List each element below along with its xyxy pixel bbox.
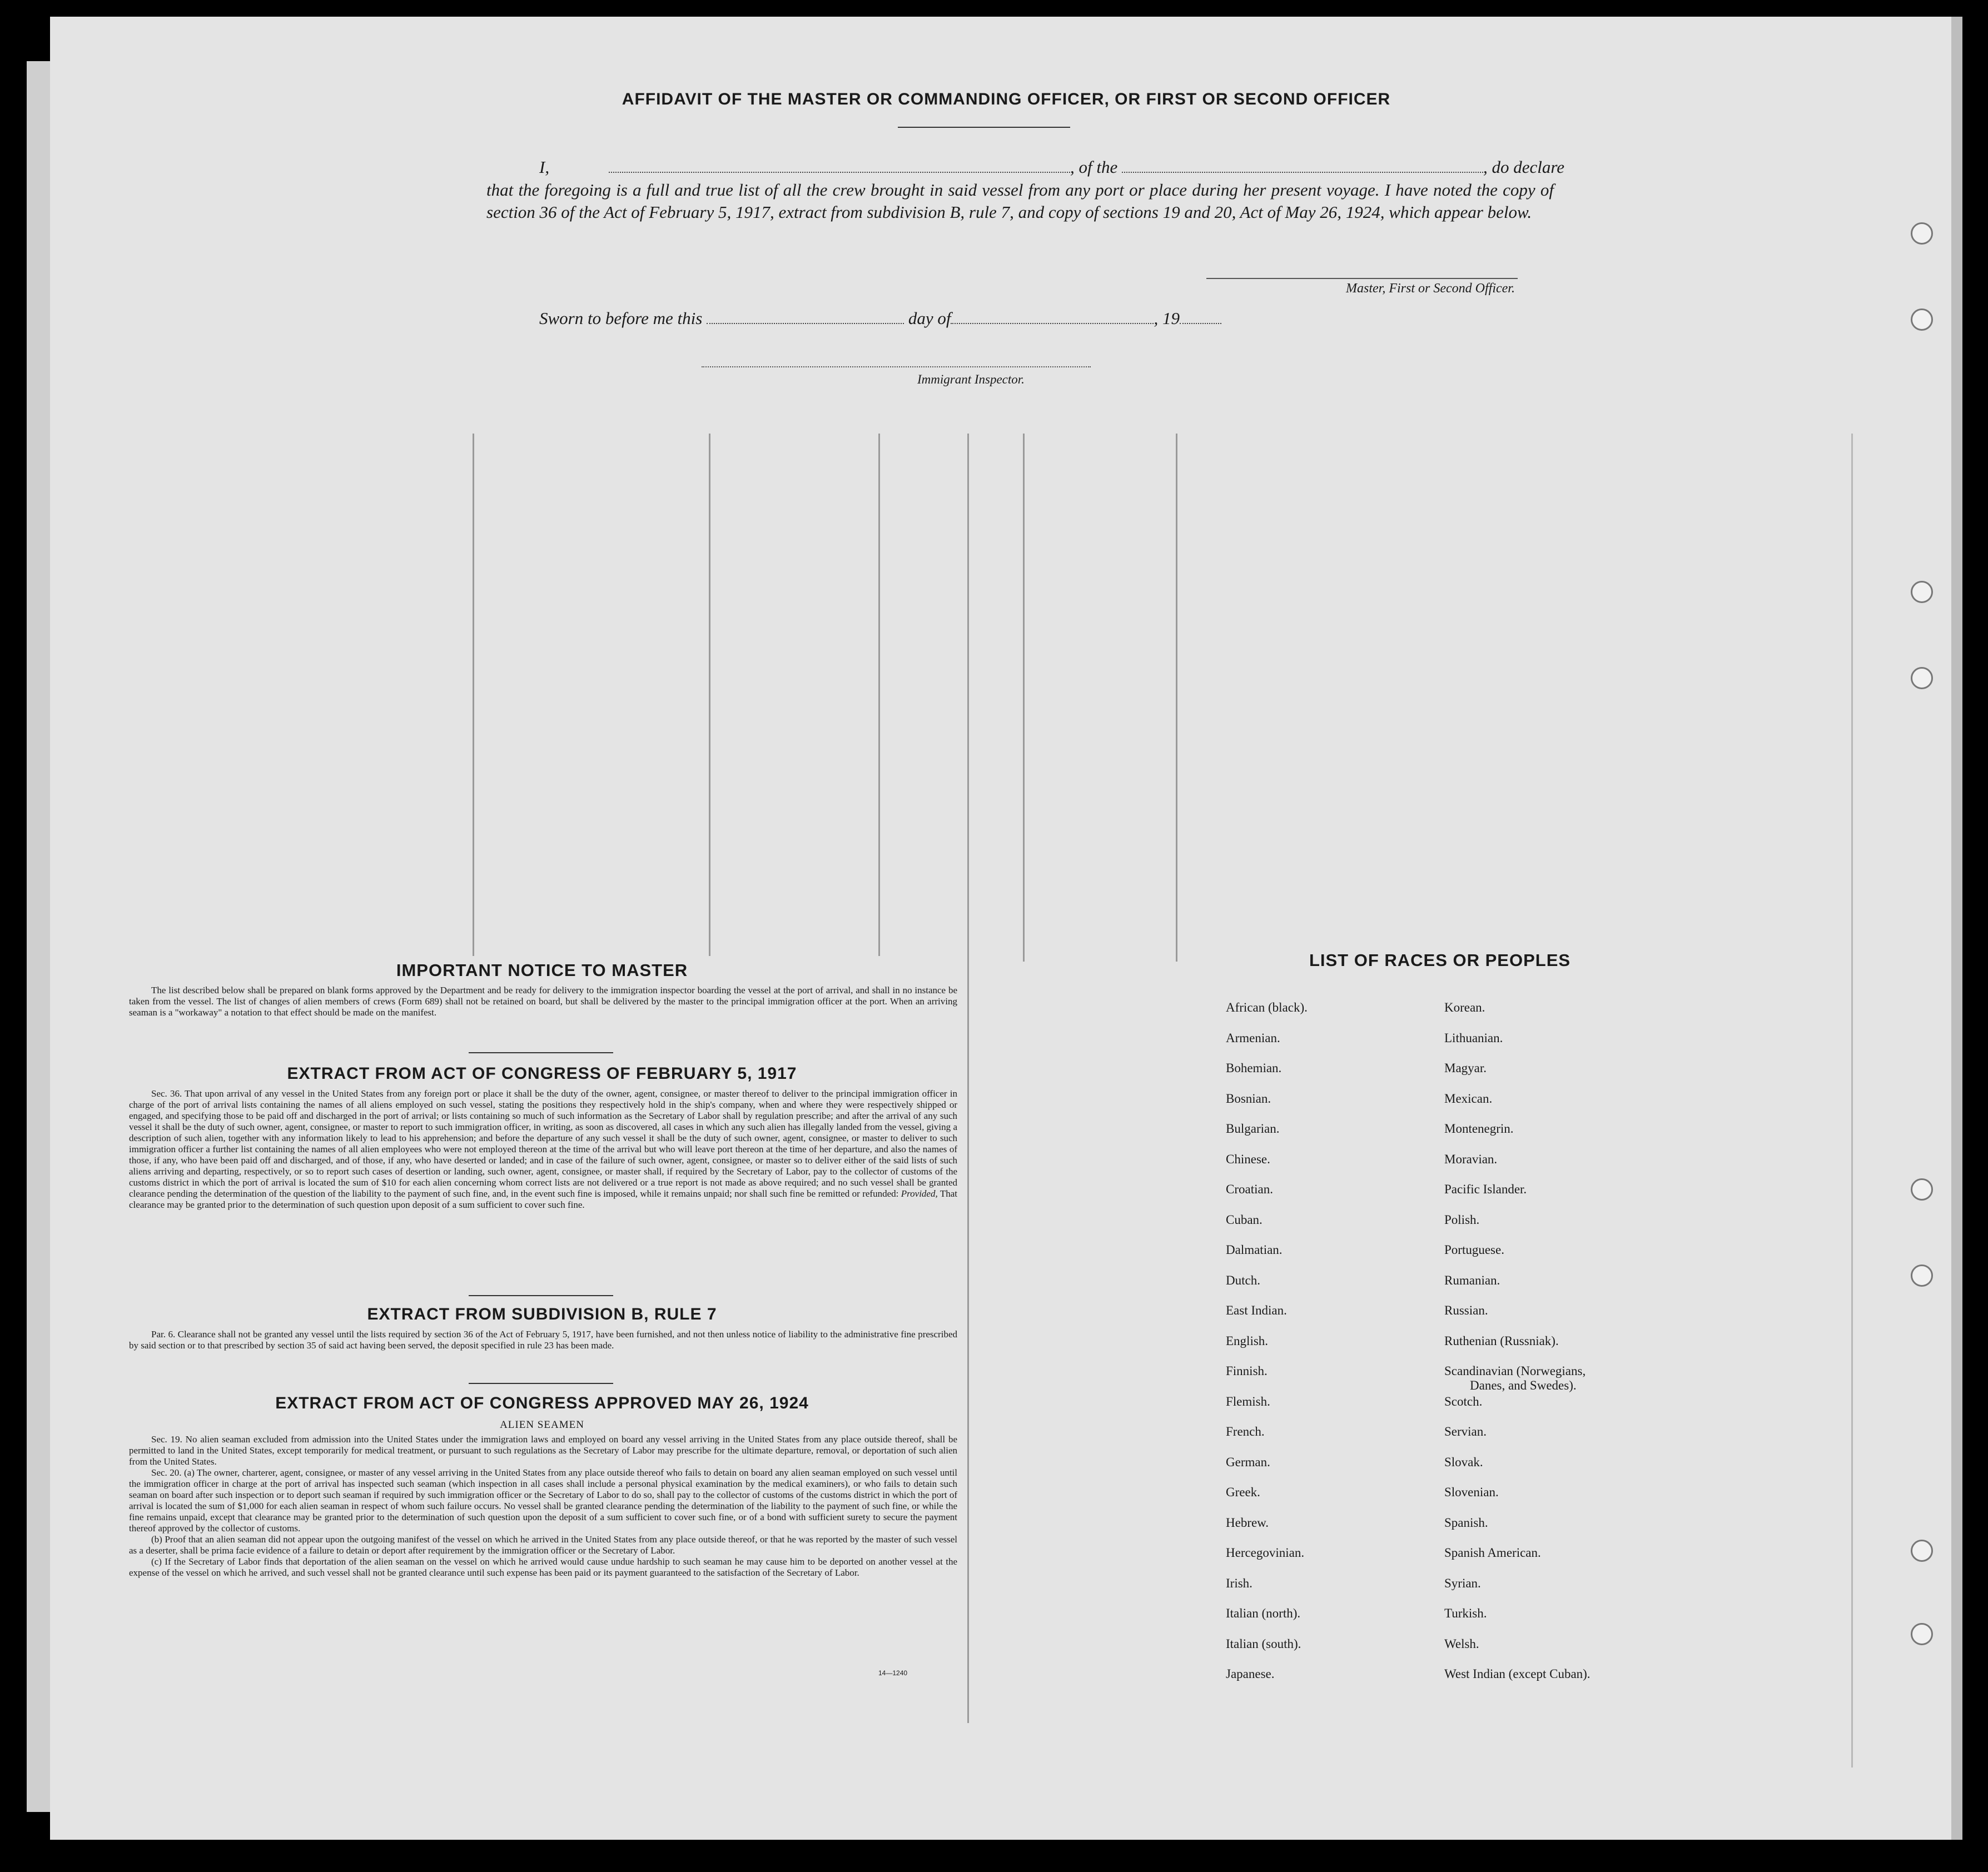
race-item: Dalmatian.	[1226, 1243, 1283, 1257]
race-item: Finnish.	[1226, 1364, 1268, 1378]
race-item: Armenian.	[1226, 1030, 1280, 1045]
extract-1924-title: EXTRACT FROM ACT OF CONGRESS APPROVED MAY 26, 1924	[275, 1394, 809, 1412]
race-item: Lithuanian.	[1444, 1030, 1503, 1045]
race-item: Servian.	[1444, 1425, 1487, 1438]
races-right-column	[1444, 1000, 1678, 1706]
sworn-month-field[interactable]	[951, 322, 1154, 324]
punch-hole	[1911, 1178, 1933, 1201]
bleed-through-line	[709, 434, 710, 956]
bleed-through-line	[1851, 434, 1853, 1768]
race-item: Bohemian.	[1226, 1061, 1282, 1075]
race-item: Bosnian.	[1226, 1091, 1271, 1106]
race-item: Chinese.	[1226, 1152, 1270, 1166]
subdivision-b-title: EXTRACT FROM SUBDIVISION B, RULE 7	[367, 1305, 717, 1323]
race-item: Turkish.	[1444, 1606, 1487, 1620]
punch-hole	[1911, 1540, 1933, 1562]
section-rule	[469, 1383, 613, 1384]
extract-1917-title: EXTRACT FROM ACT OF CONGRESS OF FEBRUARY 5, 1917	[287, 1064, 797, 1083]
race-item: Japanese.	[1226, 1667, 1275, 1681]
punch-hole	[1911, 1623, 1933, 1645]
race-item: Scotch.	[1444, 1394, 1483, 1408]
signature-label: Master, First or Second Officer.	[1346, 281, 1515, 296]
punch-hole	[1911, 667, 1933, 689]
subdivision-b-paragraph: Par. 6. Clearance shall not be granted any vessel until the lists required by section 36 of the Act of February 5, 1917, have been furnished, and not then unless notice of liability to the administrative fine prescribed by said section or to that prescribed by section 35 of said act having been served, the deposit specified in rule 23 has been made.	[129, 1329, 957, 1351]
race-item: Slovak.	[1444, 1455, 1483, 1469]
notice-title: IMPORTANT NOTICE TO MASTER	[396, 960, 688, 980]
race-item: Korean.	[1444, 1000, 1485, 1014]
proviso-text: That clearance may be granted prior to the determination of such question upon deposit of a sum sufficient to cover such fine.	[129, 1188, 958, 1210]
sworn-prefix: Sworn to before me this	[539, 308, 703, 328]
race-item: Croatian.	[1226, 1182, 1273, 1196]
section-19-paragraph: Sec. 19. No alien seaman excluded from admission into the United States under the immigration laws and employed on board any vessel arriving in the United States from any place outside thereof, shall be permitted to land in the United States, except temporarily for medical treatment, or pursuant to such regulations as the Secretary of Labor may prescribe for the ultimate departure, removal, or deportation of such alien from the United States.	[129, 1434, 957, 1467]
title-rule	[898, 127, 1070, 128]
bleed-through-line	[967, 434, 969, 1723]
affidavit-line1	[486, 157, 1565, 177]
section-36-text: That upon arrival of any vessel in the United States from any foreign port or place it shall be the duty of the owner, agent, consignee, or master thereof to deliver to the principal immigration officer in charge of the port of arrival lists containing the names of all aliens employed on such vessel, stating the positions they respectively hold in the ship's company, when and where they were respectively shipped or engaged, and specifying those to be paid off and discharged in the port of arrival; or lists containing so much of such information as the Secretary of Labor shall by regulation prescribe; and after the arrival of any such vessel it shall be the duty of such owner, agent, consignee, or master to report to such immigration officer, in writing, as soon as discovered, all cases in which any such alien has illegally landed from the vessel, giving a description of such alien, together with any information likely to lead to his apprehension; and before the departure of any such vessel it shall be the duty of such owner, agent, consignee, or master to deliver to such immigration officer a further list containing the names of all alien employees who were not employed thereon at the time of the arrival but who will leave port thereon at the time of her departure, and also the names of those, if any, who have been paid off and discharged, and of those, if any, who have deserted or landed; and in case of the failure of such owner, agent, consignee, or master so to deliver either of the said lists of such aliens arriving and departing, respectively, or so to report such cases of desertion or landing, such owner, agent, consignee, or master shall, if required by the Secretary of Labor, pay to the collector of customs of the customs district in which the port of arrival is located the sum of $10 for each alien concerning whom correct lists are not delivered or a true report is not made as above required; and no such vessel shall be granted clearance pending the determination of the question of the liability to the payment of such fine, and, in the event such fine is imposed, while it remains unpaid; nor shall such fine be remitted or refunded:	[129, 1088, 957, 1199]
extract-1917-text	[129, 1088, 957, 1211]
race-item: German.	[1226, 1455, 1270, 1469]
race-item: Mexican.	[1444, 1091, 1493, 1106]
proviso-word: Provided,	[901, 1188, 938, 1199]
race-item: Polish.	[1444, 1212, 1480, 1227]
section-36-label: Sec. 36.	[151, 1088, 182, 1099]
alien-seamen-subtitle: ALIEN SEAMEN	[500, 1419, 584, 1431]
signature-line	[1206, 278, 1518, 279]
subdivision-b-text	[129, 1329, 957, 1351]
race-item: Flemish.	[1226, 1394, 1270, 1408]
race-item: Greek.	[1226, 1485, 1260, 1499]
punch-hole	[1911, 1264, 1933, 1287]
race-item: Rumanian.	[1444, 1273, 1500, 1287]
bleed-through-line	[1176, 434, 1177, 962]
punch-hole	[1911, 581, 1933, 603]
race-item: Bulgarian.	[1226, 1122, 1280, 1136]
bleed-through-line	[878, 434, 880, 956]
section-rule	[469, 1295, 613, 1296]
page-right-edge	[1951, 17, 1962, 1840]
section-20a-paragraph: Sec. 20. (a) The owner, charterer, agent, consignee, or master of any vessel arriving in the United States from any place outside thereof who fails to detain on board any alien seaman employed on such vessel until the immigration officer in charge at the port of arrival has inspected such seaman (which inspection in all cases shall include a personal physical examination by the medical examiners), or who fails to detain such seaman on board after such inspection or to deport such seaman if required by such immigration officer or the Secretary of Labor to do so, shall pay to the collector of customs of the customs district in which the port of arrival is located the sum of $1,000 for each alien seaman in respect of whom such failure occurs. No vessel shall be granted clearance pending the determination of the liability to the payment of such fine, or while the fine remains unpaid, except that clearance may be granted prior to the determination of such question upon the deposit of a sum sufficient to cover such fine, or of a bond with sufficient surety to secure the payment thereof approved by the collector of customs.	[129, 1467, 957, 1534]
punch-hole	[1911, 222, 1933, 245]
race-item: Russian.	[1444, 1303, 1488, 1317]
affidavit-title: AFFIDAVIT OF THE MASTER OR COMMANDING OFFICER, OR FIRST OR SECOND OFFICER	[622, 90, 1391, 108]
race-item: Ruthenian (Russniak).	[1444, 1333, 1559, 1348]
extract-1924-text	[129, 1434, 957, 1579]
race-item: Scandinavian (Norwegians,	[1444, 1364, 1586, 1378]
section-rule	[469, 1052, 613, 1053]
race-item: Italian (north).	[1226, 1606, 1301, 1620]
race-item-continuation: Danes, and Swedes).	[1470, 1378, 1577, 1392]
affidavit-of-the: , of the	[1070, 157, 1118, 177]
race-item: Portuguese.	[1444, 1243, 1504, 1257]
race-item: Pacific Islander.	[1444, 1182, 1527, 1196]
race-item: Irish.	[1226, 1576, 1253, 1590]
races-left-column	[1226, 1000, 1426, 1706]
section-20c-paragraph: (c) If the Secretary of Labor finds that deportation of the alien seaman on the vessel on which he arrived would cause undue hardship to such seaman he may cause him to be deported on another vessel at the expense of the vessel on which he arrived, and such vessel shall not be granted clearance until such expense has been paid or its payment guaranteed to the satisfaction of the Secretary of Labor.	[129, 1556, 957, 1578]
affidavit-body: that the foregoing is a full and true list of all the crew brought in said vessel from any port or place during her present voyage. I have noted the copy of section 36 of the Act of February 5, 1917, extract from subdivision B, rule 7, and copy of sections 19 and 20, Act of May 26, 1924, which appear below.	[486, 180, 1554, 222]
section-20b-paragraph: (b) Proof that an alien seaman did not appear upon the outgoing manifest of the vessel on which he arrived in the United States from any place outside thereof, or that he was reported by the master of such vessel as a deserter, shall be prima facie evidence of a failure to detain or deport after requirement by the immigration officer or the Secretary of Labor.	[129, 1534, 957, 1556]
notice-paragraph: The list described below shall be prepared on blank forms approved by the Department and be ready for delivery to the immigration inspector boarding the vessel at the port of arrival, and shall in no instance be taken from the vessel. The list of changes of alien members of crews (Form 689) shall not be retained on board, but shall be delivered by the master to the principal immigration officer at the port. When an arriving seaman is a "workaway" a notation to that effect should be made on the manifest.	[129, 985, 957, 1018]
race-item: Spanish American.	[1444, 1546, 1541, 1560]
race-item: Montenegrin.	[1444, 1122, 1514, 1136]
races-title: LIST OF RACES OR PEOPLES	[1309, 950, 1571, 970]
master-name-field[interactable]	[609, 171, 1070, 173]
affidavit-do-declare: , do declare	[1483, 157, 1565, 177]
race-item: Moravian.	[1444, 1152, 1498, 1166]
sworn-year-field[interactable]	[1180, 322, 1221, 324]
race-item: English.	[1226, 1333, 1269, 1348]
race-item: Syrian.	[1444, 1576, 1481, 1590]
race-item: Magyar.	[1444, 1061, 1487, 1075]
race-item: East Indian.	[1226, 1303, 1287, 1317]
race-item: Cuban.	[1226, 1212, 1263, 1227]
race-item: West Indian (except Cuban).	[1444, 1667, 1591, 1681]
sworn-day-field[interactable]	[707, 322, 904, 324]
race-item: Italian (south).	[1226, 1636, 1301, 1651]
race-item: Hebrew.	[1226, 1515, 1269, 1530]
sworn-year: , 19	[1154, 308, 1180, 328]
race-item: French.	[1226, 1425, 1265, 1438]
race-item: Dutch.	[1226, 1273, 1260, 1287]
page-shadow-edge	[27, 61, 50, 1812]
race-item: Spanish.	[1444, 1515, 1488, 1530]
race-item: Slovenian.	[1444, 1485, 1499, 1499]
race-item: Hercegovinian.	[1226, 1546, 1305, 1560]
sworn-day-of: day of	[908, 308, 951, 328]
notice-text	[129, 985, 957, 1018]
bleed-through-line	[1023, 434, 1025, 962]
race-item: Welsh.	[1444, 1636, 1479, 1651]
race-item: African (black).	[1226, 1000, 1308, 1014]
inspector-signature-line	[702, 365, 1091, 367]
affidavit-i: I,	[539, 157, 550, 177]
section-36-paragraph	[129, 1088, 957, 1211]
form-number: 14—1240	[878, 1669, 908, 1677]
vessel-name-field[interactable]	[1122, 171, 1483, 173]
sworn-line	[539, 308, 1373, 328]
bleed-through-line	[473, 434, 474, 956]
inspector-label: Immigrant Inspector.	[917, 372, 1025, 386]
punch-hole	[1911, 308, 1933, 331]
